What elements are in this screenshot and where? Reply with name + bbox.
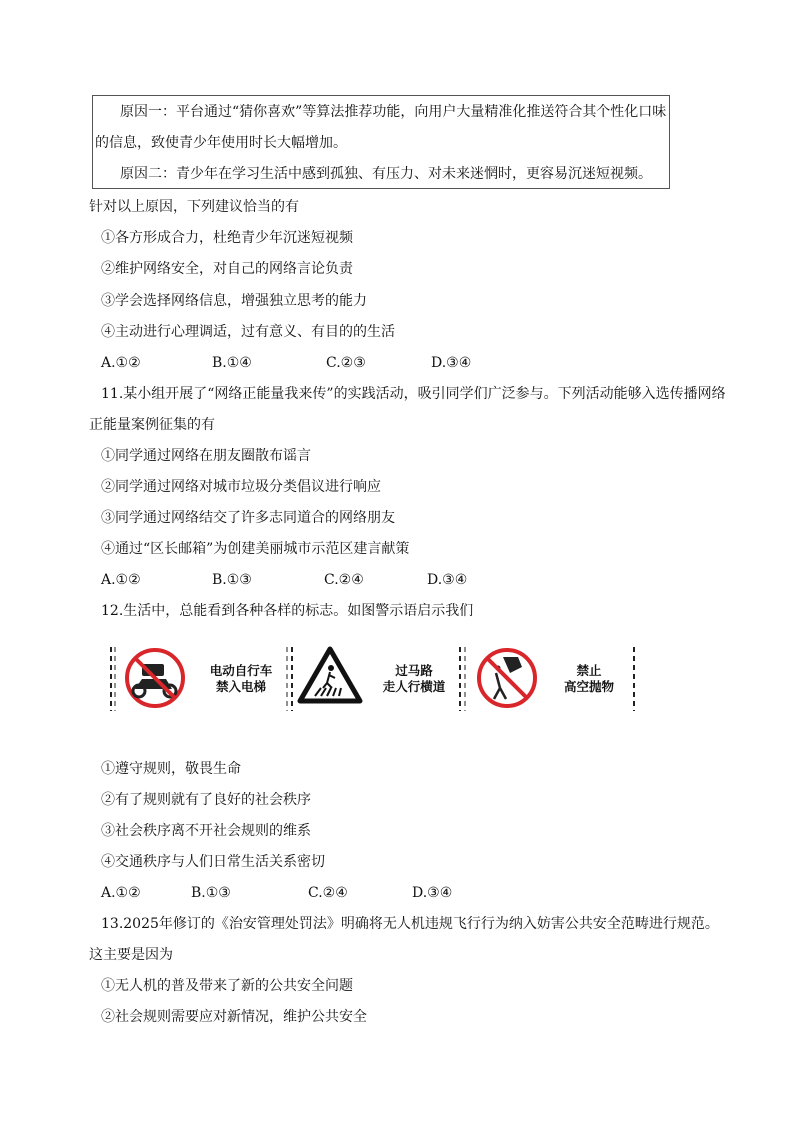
q11-item-1: ①同学通过网络在朋友圈散布谣言 — [101, 448, 311, 464]
q12-option-a[interactable]: A.①② — [101, 885, 141, 901]
crosswalk-icon — [300, 649, 360, 701]
q10-option-c[interactable]: C.②③ — [326, 355, 366, 371]
q10-item-2: ②维护网络安全，对自己的网络言论负责 — [101, 261, 353, 277]
q13-item-2: ②社会规则需要应对新情况，维护公共安全 — [101, 1009, 367, 1025]
q11-item-2: ②同学通过网络对城市垃圾分类倡议进行响应 — [101, 479, 381, 495]
q12-option-c[interactable]: C.②④ — [308, 885, 348, 901]
warning-signs-image — [108, 643, 638, 713]
q11-option-d[interactable]: D.③④ — [427, 572, 468, 588]
q11-stem-line2: 正能量案例征集的有 — [89, 417, 215, 433]
sign-3-line2: 高空抛物 — [563, 679, 614, 694]
q11-stem-line1: 11.某小组开展了“网络正能量我来传”的实践活动，吸引同学们广泛参与。下列活动能够入选传播网络 — [101, 386, 726, 402]
sign-1-line1: 电动自行车 — [209, 663, 273, 678]
q13-stem-line1: 13.2025年修订的《治安管理处罚法》明确将无人机违规飞行行为纳入妨害公共安全范畴进行规范。 — [101, 916, 719, 932]
sign-1-caption — [196, 663, 286, 695]
sign-3-caption — [546, 663, 632, 695]
q12-option-b[interactable]: B.①③ — [191, 885, 231, 901]
q11-item-3: ③同学通过网络结交了许多志同道合的网络朋友 — [101, 510, 395, 526]
q12-item-2: ②有了规则就有了良好的社会秩序 — [101, 792, 311, 808]
q10-item-4: ④主动进行心理调适，过有意义、有目的的生活 — [101, 324, 395, 340]
q13-stem-line2: 这主要是因为 — [89, 947, 173, 963]
reason1-line2: 的信息，致使青少年使用时长大幅增加。 — [95, 135, 347, 151]
q11-option-b[interactable]: B.①③ — [212, 572, 252, 588]
q11-item-4: ④通过“区长邮箱”为创建美丽城市示范区建言献策 — [101, 541, 410, 557]
q10-item-3: ③学会选择网络信息，增强独立思考的能力 — [101, 293, 367, 309]
q12-stem: 12.生活中，总能看到各种各样的标志。如图警示语启示我们 — [101, 603, 474, 619]
sign-2-line2: 走人行横道 — [382, 679, 446, 694]
q10-item-1: ①各方形成合力，杜绝青少年沉迷短视频 — [101, 230, 353, 246]
sign-1-line2: 禁入电梯 — [215, 679, 266, 694]
q13-item-1: ①无人机的普及带来了新的公共安全问题 — [101, 978, 353, 994]
case-box — [92, 95, 670, 189]
sign-2-caption — [370, 663, 458, 695]
no-ebike-icon — [127, 650, 183, 706]
sign-2-line1: 过马路 — [395, 663, 433, 678]
q12-option-d[interactable]: D.③④ — [412, 885, 453, 901]
q10-option-b[interactable]: B.①④ — [212, 355, 252, 371]
no-throwing-icon — [479, 650, 535, 706]
q11-option-c[interactable]: C.②④ — [324, 572, 364, 588]
q12-item-3: ③社会秩序离不开社会规则的维系 — [101, 823, 311, 839]
q10-option-d[interactable]: D.③④ — [431, 355, 472, 371]
q10-stem: 针对以上原因，下列建议恰当的有 — [89, 199, 299, 215]
sign-3-line1: 禁止 — [576, 663, 602, 678]
q12-item-4: ④交通秩序与人们日常生活关系密切 — [101, 854, 325, 870]
reason2: 原因二：青少年在学习生活中感到孤独、有压力、对未来迷惘时，更容易沉迷短视频。 — [120, 166, 652, 182]
q10-option-a[interactable]: A.①② — [101, 355, 141, 371]
q12-item-1: ①遵守规则，敬畏生命 — [101, 761, 241, 777]
reason1-line1: 原因一：平台通过“猜你喜欢”等算法推荐功能，向用户大量精准化推送符合其个性化口味 — [120, 104, 667, 120]
q11-option-a[interactable]: A.①② — [101, 572, 141, 588]
